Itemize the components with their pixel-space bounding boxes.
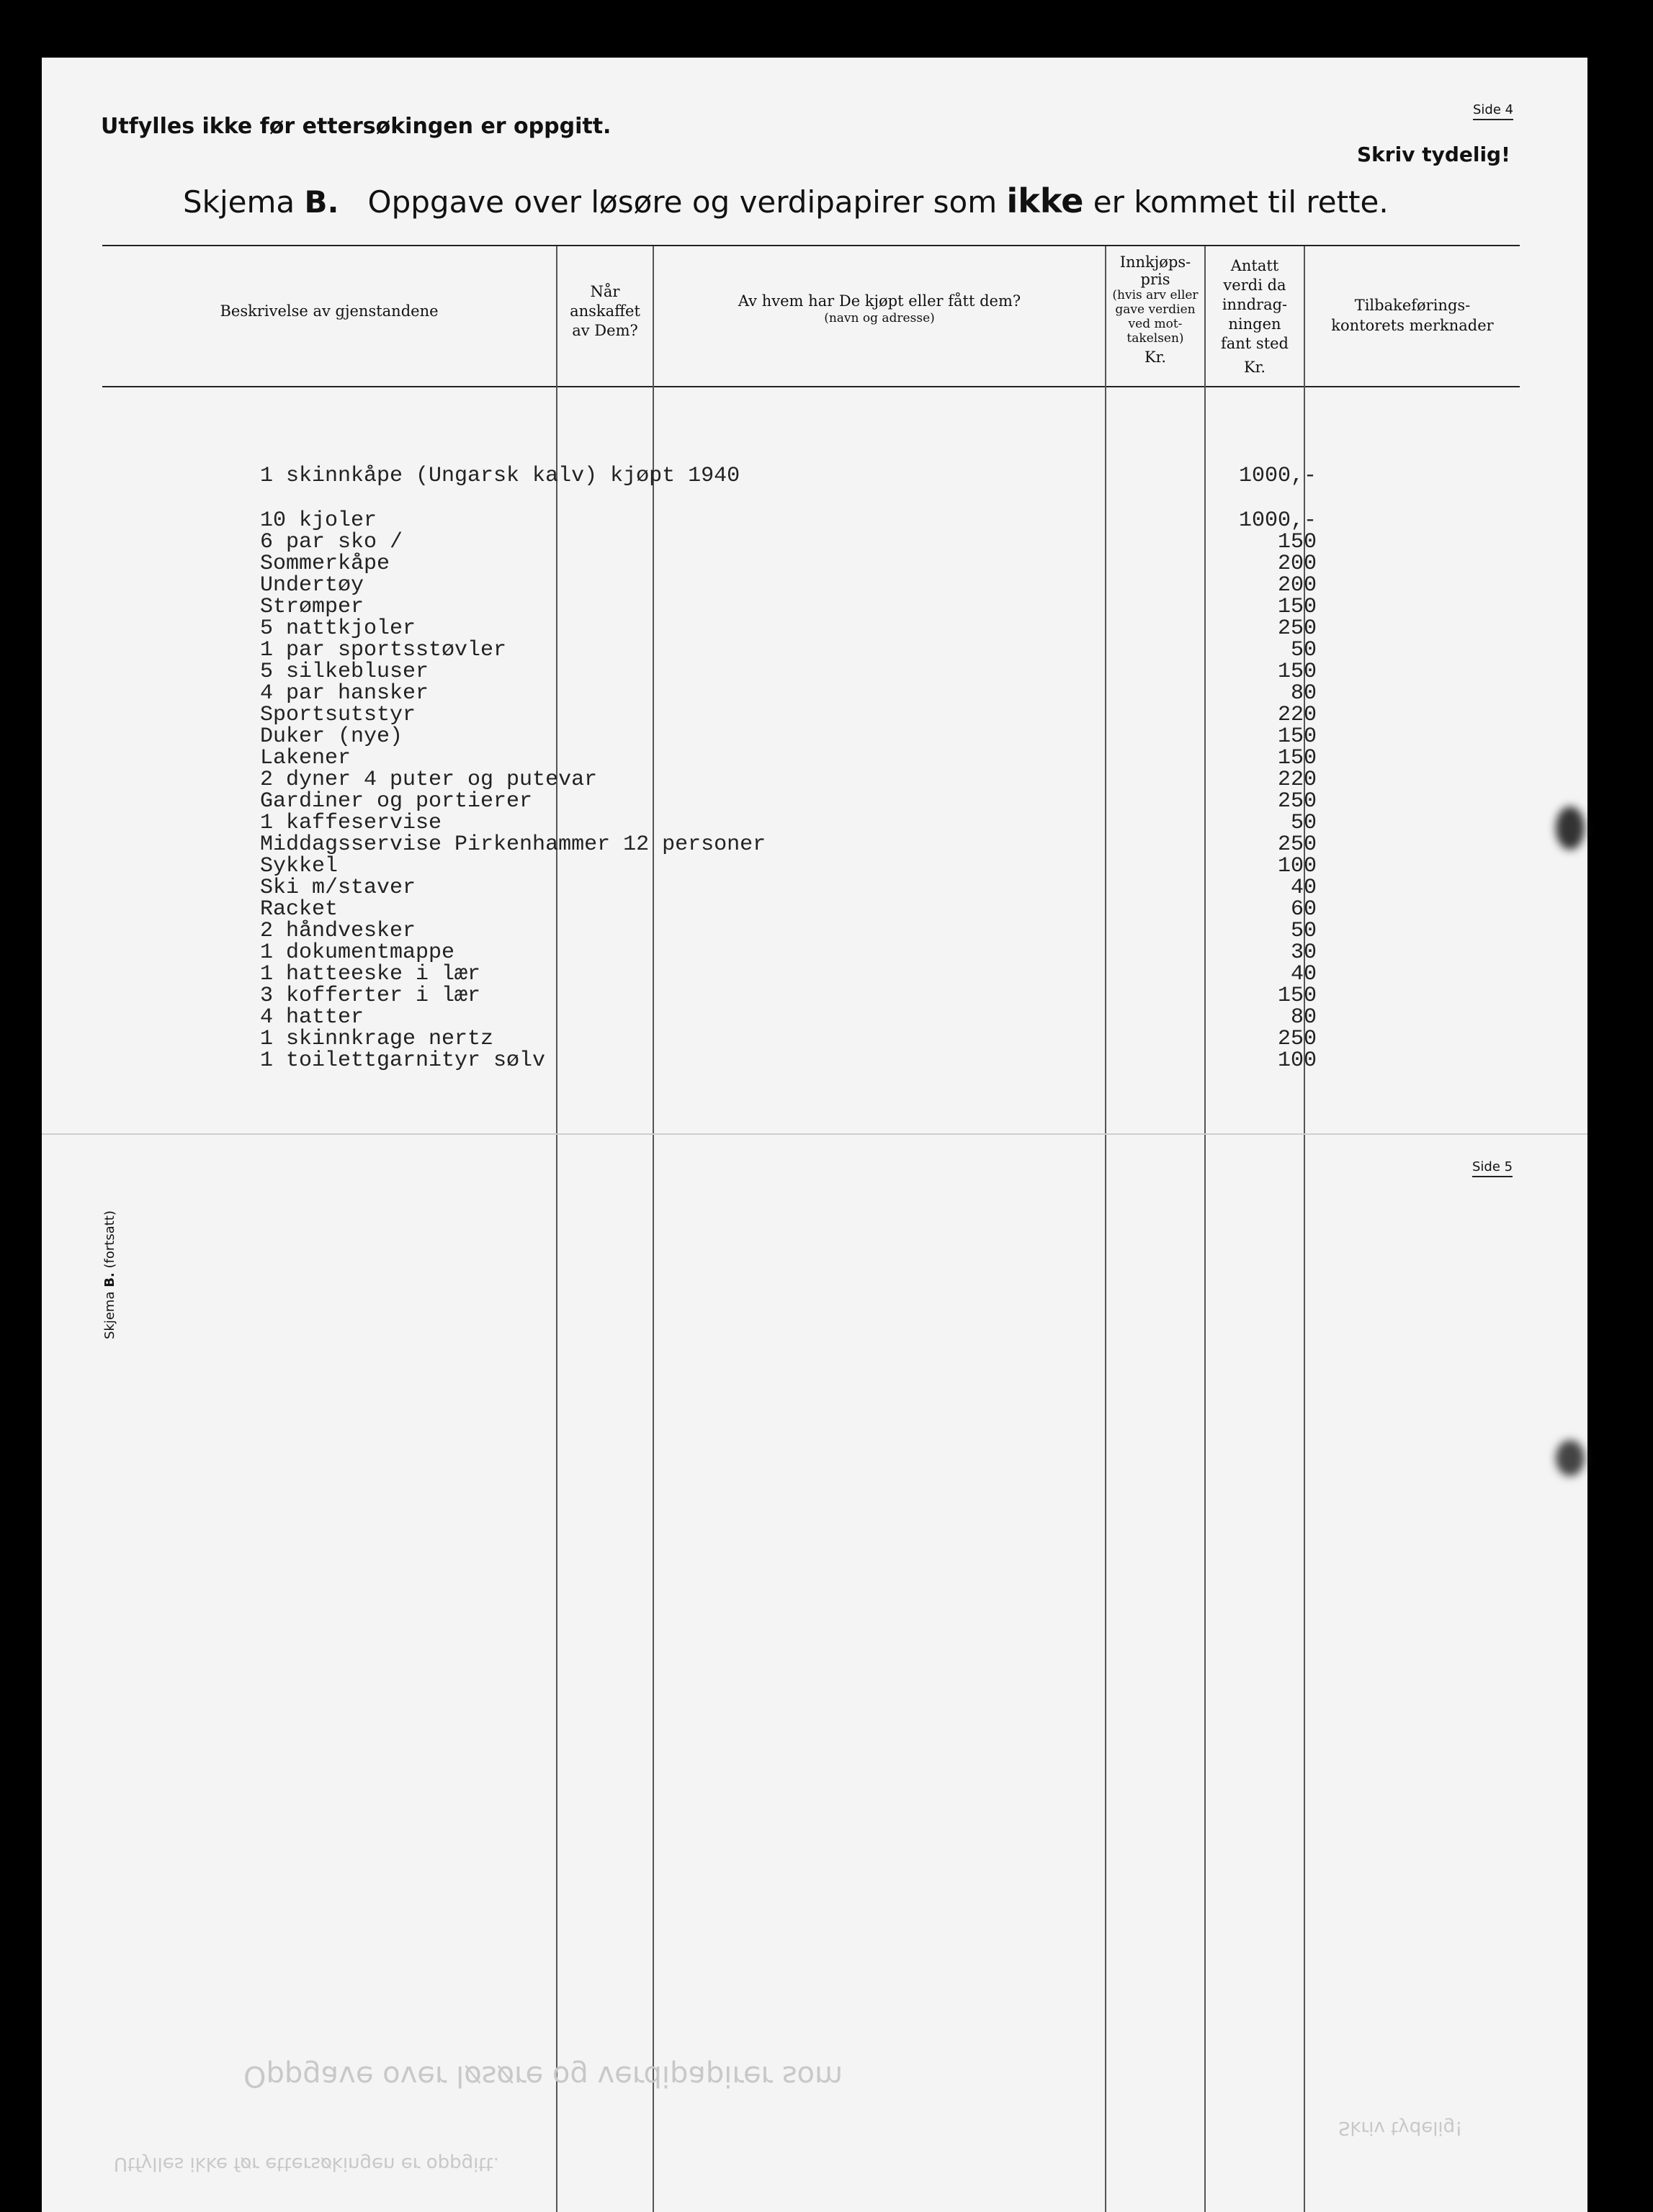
list-item: Undertøy bbox=[260, 573, 364, 598]
item-value: 50 bbox=[1290, 638, 1317, 662]
column-rule-1 bbox=[556, 246, 557, 2212]
header-estimated-line2: verdi da bbox=[1223, 276, 1286, 294]
item-value: 100 bbox=[1277, 854, 1317, 878]
item-value: 150 bbox=[1277, 746, 1317, 770]
title-letter: B. bbox=[304, 184, 339, 220]
item-value: 250 bbox=[1277, 616, 1317, 641]
item-value: 1000,- bbox=[1238, 508, 1317, 533]
item-value: 1000,- bbox=[1238, 464, 1317, 488]
list-item: 1 kaffeservise bbox=[260, 811, 442, 835]
header-purchase-note3: ved mot- bbox=[1128, 317, 1183, 331]
page-number-4: Side 4 bbox=[1473, 102, 1513, 120]
header-purchase-unit: Kr. bbox=[1144, 349, 1167, 366]
form-title bbox=[183, 181, 1389, 220]
list-item: Strømper bbox=[260, 595, 364, 619]
item-value: 40 bbox=[1290, 876, 1317, 900]
list-item: Gardiner og portierer bbox=[260, 789, 533, 814]
header-purchase-line2: pris bbox=[1140, 271, 1170, 288]
item-value: 200 bbox=[1277, 573, 1317, 598]
item-value: 150 bbox=[1277, 530, 1317, 554]
list-item: 1 hatteeske i lær bbox=[260, 962, 481, 986]
list-item: 3 kofferter i lær bbox=[260, 984, 481, 1008]
item-value: 80 bbox=[1290, 681, 1317, 706]
list-item: Lakener bbox=[260, 746, 351, 770]
item-value: 250 bbox=[1277, 832, 1317, 857]
title-prefix: Skjema bbox=[183, 184, 295, 220]
header-estimated-unit: Kr. bbox=[1243, 359, 1266, 376]
list-item: Sommerkåpe bbox=[260, 552, 390, 576]
header-when-line1: Når bbox=[590, 283, 620, 300]
list-item: 10 kjoler bbox=[260, 508, 377, 533]
item-value: 50 bbox=[1290, 811, 1317, 835]
table-header-rule bbox=[102, 386, 1520, 387]
list-item: 4 par hansker bbox=[260, 681, 429, 706]
item-value: 40 bbox=[1290, 962, 1317, 986]
list-item: 1 dokumentmappe bbox=[260, 940, 455, 965]
header-estimated-line1: Antatt bbox=[1230, 257, 1279, 274]
item-value: 80 bbox=[1290, 1005, 1317, 1030]
bleed-through-instruction: Utfylles ikke før ettersøkingen er oppgitt. bbox=[114, 2153, 500, 2175]
header-estimated-line4: ningen bbox=[1228, 315, 1281, 333]
side-label-suffix: (fortsatt) bbox=[102, 1210, 117, 1269]
item-value: 60 bbox=[1290, 897, 1317, 922]
item-value: 150 bbox=[1277, 984, 1317, 1008]
header-estimated-line5: fant sted bbox=[1220, 335, 1289, 352]
bleed-through-write-clearly: Skriv tydelig! bbox=[1338, 2117, 1463, 2139]
header-from-whom bbox=[654, 292, 1105, 327]
list-item: 1 par sportsstøvler bbox=[260, 638, 507, 662]
document-page bbox=[42, 58, 1587, 2212]
list-item: 2 håndvesker bbox=[260, 919, 416, 943]
header-when-line3: av Dem? bbox=[572, 322, 638, 339]
header-estimated-line3: inndrag- bbox=[1222, 296, 1288, 313]
header-from-whom-sub: (navn og adresse) bbox=[824, 311, 935, 325]
header-purchase-note4: takelsen) bbox=[1126, 331, 1184, 346]
header-purchase-note2: gave verdien bbox=[1115, 302, 1196, 317]
header-purchase-note1: (hvis arv eller bbox=[1112, 288, 1199, 302]
item-value: 150 bbox=[1277, 724, 1317, 749]
page-fold bbox=[42, 1133, 1587, 1135]
header-when-acquired bbox=[557, 282, 653, 341]
title-part1: Oppgave over løsøre og verdipapirer som bbox=[367, 184, 998, 220]
list-item: 4 hatter bbox=[260, 1005, 364, 1030]
header-purchase-line1: Innkjøps- bbox=[1119, 253, 1191, 271]
side-label-letter: B. bbox=[102, 1272, 117, 1287]
table-top-rule bbox=[102, 245, 1520, 246]
header-when-line2: anskaffet bbox=[570, 302, 640, 320]
bleed-through-title: Oppgave over løsøre og verdipapirer som bbox=[243, 2059, 843, 2092]
item-value: 150 bbox=[1277, 595, 1317, 619]
title-part2: er kommet til rette. bbox=[1093, 184, 1389, 220]
list-item: Sportsutstyr bbox=[260, 703, 416, 727]
item-value: 30 bbox=[1290, 940, 1317, 965]
list-item: 5 silkebluser bbox=[260, 660, 429, 684]
list-item: Duker (nye) bbox=[260, 724, 403, 749]
list-item: Middagsservise Pirkenhammer 12 personer bbox=[260, 832, 766, 857]
item-value: 200 bbox=[1277, 552, 1317, 576]
list-item: Ski m/staver bbox=[260, 876, 416, 900]
page-number-5: Side 5 bbox=[1472, 1159, 1513, 1177]
write-clearly-note: Skriv tydelig! bbox=[1357, 143, 1510, 166]
list-item: 1 skinnkrage nertz bbox=[260, 1027, 494, 1051]
instruction-text: Utfylles ikke før ettersøkingen er oppgitt. bbox=[101, 114, 612, 139]
list-item: Racket bbox=[260, 897, 339, 922]
title-emphasis: ikke bbox=[1006, 181, 1084, 220]
header-remarks bbox=[1305, 295, 1520, 336]
item-value: 250 bbox=[1277, 1027, 1317, 1051]
header-from-whom-main: Av hvem har De kjøpt eller fått dem? bbox=[738, 292, 1021, 310]
column-rule-3 bbox=[1105, 246, 1106, 2212]
header-purchase-price bbox=[1106, 253, 1204, 366]
item-value: 100 bbox=[1277, 1048, 1317, 1073]
header-estimated-value bbox=[1206, 256, 1304, 377]
header-remarks-line1: Tilbakeførings- bbox=[1354, 297, 1471, 314]
list-item: 6 par sko / bbox=[260, 530, 403, 554]
header-remarks-line2: kontorets merknader bbox=[1331, 317, 1494, 334]
list-item: 1 skinnkåpe (Ungarsk kalv) kjøpt 1940 bbox=[260, 464, 740, 488]
item-value: 250 bbox=[1277, 789, 1317, 814]
column-rule-4 bbox=[1204, 246, 1206, 2212]
list-item: 5 nattkjoler bbox=[260, 616, 416, 641]
column-rule-2 bbox=[653, 246, 654, 2212]
edge-smudge bbox=[1556, 806, 1585, 850]
item-value: 220 bbox=[1277, 768, 1317, 792]
list-item: Sykkel bbox=[260, 854, 339, 878]
item-value: 220 bbox=[1277, 703, 1317, 727]
list-item: 1 toilettgarnityr sølv bbox=[260, 1048, 546, 1073]
item-value: 50 bbox=[1290, 919, 1317, 943]
header-description: Beskrivelse av gjenstandene bbox=[220, 302, 439, 320]
item-value: 150 bbox=[1277, 660, 1317, 684]
side-label-prefix: Skjema bbox=[102, 1291, 117, 1339]
side-label bbox=[102, 1210, 117, 1339]
edge-smudge bbox=[1556, 1440, 1585, 1476]
list-item: 2 dyner 4 puter og putevar bbox=[260, 768, 598, 792]
